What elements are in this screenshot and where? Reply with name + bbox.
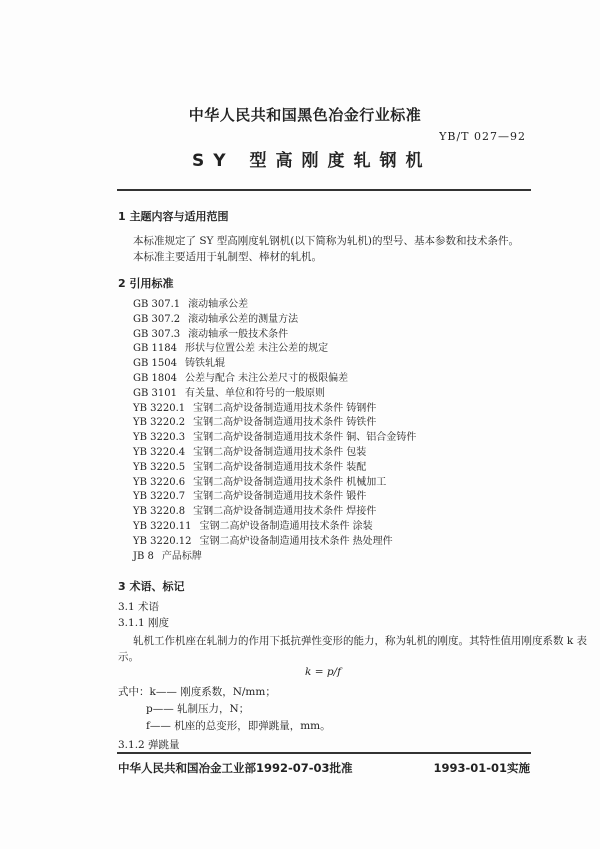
where-line: f—— 机座的总变形，即弹跳量，mm。	[146, 720, 331, 732]
standard-code: YB/T 027—92	[439, 130, 526, 143]
reference-item	[133, 295, 256, 310]
section-2-heading: 2 引用标准	[118, 277, 174, 290]
reference-code: GB 1184	[133, 343, 177, 355]
reference-code: YB 3220.3	[133, 432, 186, 444]
reference-item	[133, 399, 384, 414]
where-line: p—— 轧制压力，N；	[146, 703, 250, 715]
reference-code: YB 3220.11	[133, 521, 192, 532]
reference-title: 宝钢二高炉设备制造通用技术条件 机械加工	[193, 476, 387, 488]
effective-date: 1993-01-01实施	[433, 761, 530, 775]
reference-code: GB 1804	[133, 373, 177, 384]
reference-title: 有关量、单位和符号的一般原则	[184, 387, 325, 399]
reference-code: GB 307.1	[133, 299, 181, 310]
section-1-heading: 1 主题内容与适用范围	[118, 210, 229, 223]
org-title: 中华人民共和国黑色冶金行业标准	[188, 106, 422, 124]
reference-code: YB 3220.4	[133, 447, 186, 458]
reference-code: YB 3220.8	[133, 506, 186, 518]
reference-title: 宝钢二高炉设备制造通用技术条件 包装	[193, 447, 367, 458]
reference-title: 公差与配合 未注公差尺寸的极限偏差	[184, 373, 349, 384]
reference-title: 宝钢二高炉设备制造通用技术条件 装配	[193, 461, 367, 473]
reference-title: 宝钢二高炉设备制造通用技术条件 锻件	[193, 491, 367, 503]
reference-item	[133, 384, 333, 399]
reference-item	[133, 502, 384, 517]
top-rule	[117, 189, 531, 191]
reference-code: YB 3220.1	[133, 402, 186, 414]
approval-date: 中华人民共和国冶金工业部1992-07-03批准	[118, 761, 353, 775]
reference-title: 宝钢二高炉设备制造通用技术条件 热处理件	[199, 535, 393, 547]
reference-title: 宝钢二高炉设备制造通用技术条件 铸钢件	[193, 402, 377, 414]
reference-title: 滚动轴承一般技术条件	[188, 328, 289, 340]
reference-code: GB 1504	[133, 358, 177, 370]
reference-item	[133, 428, 424, 443]
reference-code: YB 3220.7	[133, 491, 186, 503]
reference-item	[133, 532, 401, 547]
reference-title: 宝钢二高炉设备制造通用技术条件 铸铁件	[193, 417, 377, 429]
reference-code: GB 3101	[133, 387, 177, 399]
reference-item	[133, 354, 233, 369]
reference-item	[133, 413, 384, 428]
subsection-heading: 3.1.2 弹跳量	[118, 739, 180, 751]
where-line: 式中：k—— 刚度系数，N/mm；	[118, 686, 276, 698]
subsection-heading: 3.1 术语	[118, 601, 160, 613]
section-3-heading: 3 术语、标记	[118, 580, 185, 593]
reference-title: 宝钢二高炉设备制造通用技术条件 焊接件	[193, 506, 377, 518]
reference-title: 滚动轴承公差	[188, 299, 249, 310]
reference-title: 宝钢二高炉设备制造通用技术条件 铜、铝合金铸件	[193, 432, 417, 444]
subsection-heading: 3.1.1 刚度	[118, 617, 170, 629]
reference-item	[133, 310, 306, 325]
document-title: SY 型高刚度轧钢机	[192, 151, 432, 171]
formula: k = p/f	[305, 666, 341, 678]
reference-code: YB 3220.12	[133, 535, 192, 547]
reference-item	[133, 547, 210, 562]
paragraph: 轧机工作机座在轧制力的作用下抵抗弹性变形的能力，称为轧机的刚度。其特性值用刚度系数 k 表	[133, 635, 588, 647]
reference-item	[133, 458, 374, 473]
reference-item	[133, 473, 394, 488]
reference-code: GB 307.2	[133, 313, 181, 325]
reference-item	[133, 369, 356, 384]
paragraph: 示。	[118, 651, 139, 663]
footer-rule	[117, 752, 531, 754]
reference-code: YB 3220.2	[133, 417, 186, 429]
reference-title: 宝钢二高炉设备制造通用技术条件 涂装	[199, 521, 373, 532]
reference-title: 滚动轴承公差的测量方法	[188, 313, 299, 325]
reference-item	[133, 339, 336, 354]
reference-item	[133, 487, 374, 502]
reference-code: YB 3220.6	[133, 476, 186, 488]
reference-code: GB 307.3	[133, 328, 181, 340]
paragraph: 本标准规定了 SY 型高刚度轧钢机(以下简称为轧机)的型号、基本参数和技术条件。	[133, 235, 519, 247]
paragraph: 本标准主要适用于轧制型、棒材的轧机。	[133, 251, 322, 263]
reference-item	[133, 443, 374, 458]
reference-item	[133, 325, 296, 340]
reference-code: JB 8	[133, 550, 154, 562]
reference-code: YB 3220.5	[133, 461, 186, 473]
reference-title: 产品标牌	[161, 550, 202, 562]
reference-title: 铸铁轧辊	[184, 358, 225, 370]
reference-title: 形状与位置公差 未注公差的规定	[184, 343, 329, 355]
reference-item	[133, 517, 381, 532]
